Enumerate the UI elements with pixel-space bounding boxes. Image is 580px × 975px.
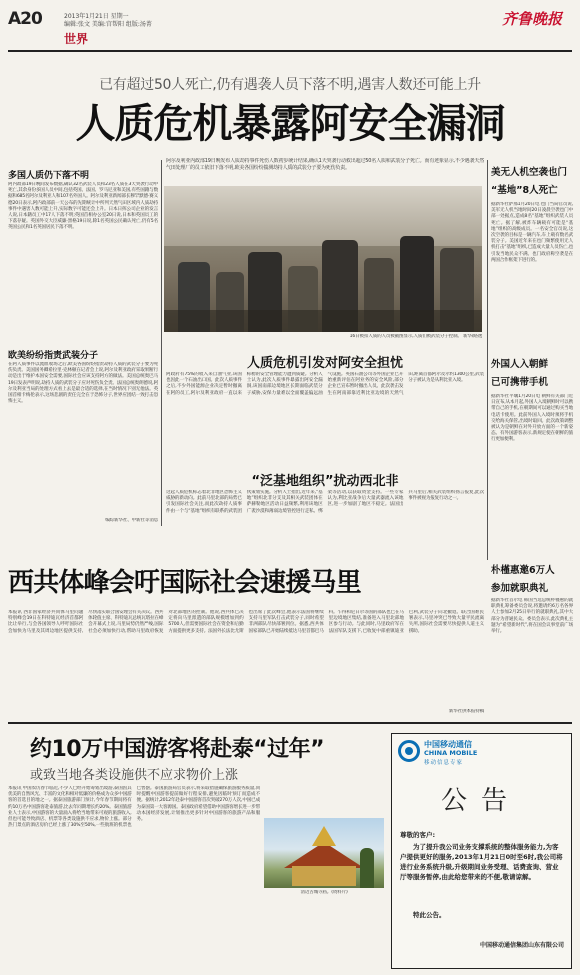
sidebar-item2-subtitle: 已可携带手机: [491, 377, 549, 388]
mali-byline: 新华社供本报特稿: [448, 709, 484, 714]
lead-kicker: 已有超过50人死亡,仍有遇袭人员下落不明,遇害人数还可能上升: [99, 77, 481, 93]
section-label: 世界: [64, 32, 89, 46]
notice-body: 为了提升我公司业务支撑系统的整体服务能力,为客户提供更好的服务,2013年1月21日0时至6时,我公司将进行业务系统升级,升级期间业务受理、话费查询、营业厅等服务暂停,由此给您带来的不便,敬请谅解。: [400, 843, 563, 881]
col-divider-1: [161, 160, 162, 526]
col1-byline: 编综新华社、中新社等消息: [105, 518, 158, 523]
china-mobile-ad: [391, 733, 572, 969]
sidebar-item1-body: 据新华社萨那1月20日电 也门当局官员说,美军无人机当地时间20日凌晨空袭也门中部一处据点,造成8名“基地”组织武装人员死亡。据了解,被炸车辆载有可能是“基地”组织的高级成员。一名安全官员说,这次空袭的目标是一辆汽车,车上载有数名武装分子。美国近年来在也门频繁使用无人机打击“基地”组织,已造成大量人员伤亡,也引发当地民众不满。也门政府称空袭是在两国合作框架下进行的。: [491, 202, 573, 263]
sidebar-item2-body: 据新华社平壤1月20日电 朝鲜有关部门近日宣布,从本月起,外国人入境朝鲜时可以携带自己的手机,在朝期间可以通过购买当地电话卡使用。此前外国人入境时须将手机交给海关保管,出境时取回。此次政策调整被认为是朝鲜在对外开放方面的一个新姿态。有外国游客表示,新规定使在朝鲜的旅行更加便利。: [491, 394, 573, 443]
notice-title: 公告: [440, 786, 521, 816]
col1-body-2: 在阿人质事件以流血收场之后,欧美各国纷纷指责劫持人质的武装分子要为死伤负责。美国国务卿希拉里·克林顿在记者会上说,阿尔及利亚政府采取果断行动是出于维护本国安全需要,国际社会应该支持阿方的做法。美国总统奥巴马19日发表声明说,劫持人质的武装分子应对死伤负全责。法国总统奥朗德说,阿尔及利亚当局的处理方式看上去是最合适的选择,在当时情况下别无他法。英国首相卡梅伦表示,这场悲剧的责任完全在于恐怖分子,世界应团结一致打击恐怖主义。: [8, 362, 158, 405]
col1-subhead: 多国人质仍下落不明: [8, 171, 90, 181]
logo-cn: 中国移动通信: [424, 740, 472, 749]
lead-headline: 人质危机暴露阿安全漏洞: [75, 101, 505, 147]
masthead-divider: [8, 50, 572, 52]
notice-thanks: 特此公告。: [413, 911, 446, 919]
qaeda-headline: “泛基地组织”扰动西北非: [251, 474, 399, 489]
sidebar-item3-body: 据新华社首尔电 韩国当选总统朴槿惠的就职典礼筹备委员会说,将邀请约6万名各界人士参加2月25日举行的就职典礼,其中大部分为普通民众。委员会表示,此次典礼主题为“希望新时代”,将在国会议事堂前广场举行。: [491, 598, 573, 635]
newspaper-logo: 齐鲁晚报: [502, 10, 563, 28]
page-number: A20: [8, 9, 42, 29]
qaeda-body: 这起人质危机标志着北非地区恐怖主义威胁的新动向。此前马里北部的局势已引发国际社会关注,而此次劫持人质事件由一个与“基地”组织有联系的武装团伙策划实施。分析人士指出,近年来,“基地”组织北非分支及其相关武装团体在萨赫勒地区活动日益频繁,利用该地区广袤沙漠和薄弱边境管控进行走私、绑架等活动,以获取资金支持。一些专家认为,利比亚战争后大量武器流入该地区,进一步加剧了地区不稳定。法国出兵马里后,相关武装组织扬言报复,此次事件被视为报复行动之一。: [166, 490, 484, 514]
temple-photo: [264, 818, 384, 888]
masthead: [0, 0, 580, 46]
security-body: 阿政府有75%的收入来自油气业,该国也因此一个石油出口国。此次人质事件之后,不少外国能源企业决定暂时撤离在阿的员工,阿尔及利亚政府一直以来标榜的安全管理能力遭到质疑。分析人士认为,此次人质事件暴露出阿安全漏洞,该国南部边境地区长期面临武装分子威胁,安保力量难以全面覆盖偏远油气设施。英国石油公司等外国企业已开始重新评估在阿业务的安全风险,部分企业已宣布暂时撤出人员。此次袭击发生在阿南部靠近利比亚边境的天然气田,距离首都阿尔及尔约1300公里,武装分子被认为是从利比亚入境。: [166, 372, 484, 396]
issue-date: 2013年1月21日 星期一: [64, 13, 129, 20]
sidebar-item1-subtitle: “基地”8人死亡: [491, 185, 558, 196]
editor-credits: 编辑:张文 美编:宫帮阳 组版:汤菁: [64, 21, 152, 28]
hostage-photo-caption: 16日被扣人质的人员被截图显示,人质们被武装分子控制。 新华/路透: [349, 334, 482, 339]
temple-photo-caption: 清迈古城寺庙。(资料片): [300, 890, 348, 895]
mali-headline: 西共体峰会吁国际社会速援马里: [8, 568, 361, 598]
section-divider: [8, 722, 572, 724]
mali-body: 本报讯 西非国家经济共同体马里问题特别峰会19日在科特迪瓦经济首都阿比让举行,与会各国领导人呼吁国际社会加快为马里及其周边地区提供支持,尽快落实联合国安理会有关决议。西共体轮值主席、科特迪瓦总统瓦塔拉在峰会开幕式上说,马里局势仍然严峻,国际社会必须加快行动,帮助马里政府恢复对北部地区的控制。他说,西共体已决定将向马里派遣的部队规模增加到约5700人,但需要国际社会在资金和后勤方面提供更多支持。法国外长法比尤斯也出席了此次峰会,他表示法国将继续支持马里军队打击武装分子,同时希望非洲部队尽快部署到位。据悉,西共体国家部队已开始陆续抵达马里首都巴马科。乍得和尼日尔等国的部队也已在马里边境地区集结,准备进入马里北部地区参与行动。与此同时,马里政府军在法国军队支援下,已收复中部重镇迪亚巴利,武装分子向北撤退。联合国难民署表示,马里冲突已导致大量平民流离失所,国际社会需要尽快提供人道主义援助。: [8, 610, 484, 634]
tourism-headline: 约10万中国游客将赴泰“过年”: [30, 737, 325, 762]
sidebar-item1-title: 美无人机空袭也门: [491, 167, 568, 178]
notice-signer: 中国移动通信集团山东有限公司: [479, 942, 564, 949]
sidebar-item2-title: 外国人入朝鲜: [491, 359, 549, 370]
logo-en: CHINA MOBILE: [424, 749, 478, 757]
sidebar-item3-title: 朴槿惠邀6万人: [491, 565, 555, 576]
col-divider-2: [487, 160, 488, 560]
logo-slogan: 移动信息专家: [424, 760, 464, 766]
lead-summary: 阿尔及利亚内政部19日晚发布人质劫持事件死伤人数初步统计结果,确认1天突袭行动救出超过50名人质和武装分子死亡。而有迹象显示,不少遇袭天然气田处理厂的员工依旧下落不明,欧美各国纷纷揣测劫持人质的武装分子要为死伤负责。: [166, 158, 484, 171]
tourism-subhead: 或致当地各类设施供不应求物价上涨: [30, 768, 239, 783]
notice-salutation: 尊敬的客户:: [400, 831, 436, 839]
col1-body: 阿内政部19日晚间发布数据,确认32名武装人员和23名人质在3天突袭行动中死亡,其余身份多国人员中间,包括英国、法国、罗马尼亚和美国,有些国籍与数据和685名阿尔及利亚人和107名外国人。阿尔及利亚新闻部长穆罕默德·赛义德20日表示,阿内政部前一天公布的先期统计中所列天然气田区域内人质劫持事件中遇害人数可能上升,实际数字可能还会上升。日本日挥公司企业的发言人说,日本籍员工中17人下落不明;英国首相办公室20日说,日本和英国员工的下落存疑。英国外交大臣威廉·黑格19日说,除1名英国公民确认死亡,仍有5名英国公民和1名英国居民下落不明。: [8, 182, 158, 231]
security-headline: 人质危机引发对阿安全担忧: [246, 356, 403, 371]
hostage-photo: [164, 186, 482, 332]
col1-subhead-2: 欧美纷纷指责武装分子: [8, 351, 99, 361]
sidebar-item3-subtitle: 参加就职典礼: [491, 583, 549, 594]
tourism-body-left: 本报讯 中国农历春节临近,不少人已经开始筹划出境游,泰国因其优美的自然风光、丰富的文化和相对低廉的价格成为众多中国游客的首选目的地之一。据泰国旅游部门预计,今年春节期间将有约10万名中国游客赴泰旅游,比去年同期增长约20%。泰国旅游业人士表示,中国游客的大量涌入将给当地带来可观的旅游收入,但也可能导致酒店、机票等各类设施供不应求,物价上涨。部分热门景点的酒店房价已经上涨了30%至50%,一些航班的机票也已售罄。泰国旅游局官员表示,将采取措施确保旅游服务质量,同时提醒中国游客提前做好行程安排,避免因临时预订而造成不便。据统计,2012年赴泰中国游客首次突破270万人次,中国已成为泰国第一大客源国。泰国政府希望借助中国游客增长进一步带动本国经济发展,计划推出更多针对中国游客的旅游产品和服务。: [8, 786, 260, 829]
